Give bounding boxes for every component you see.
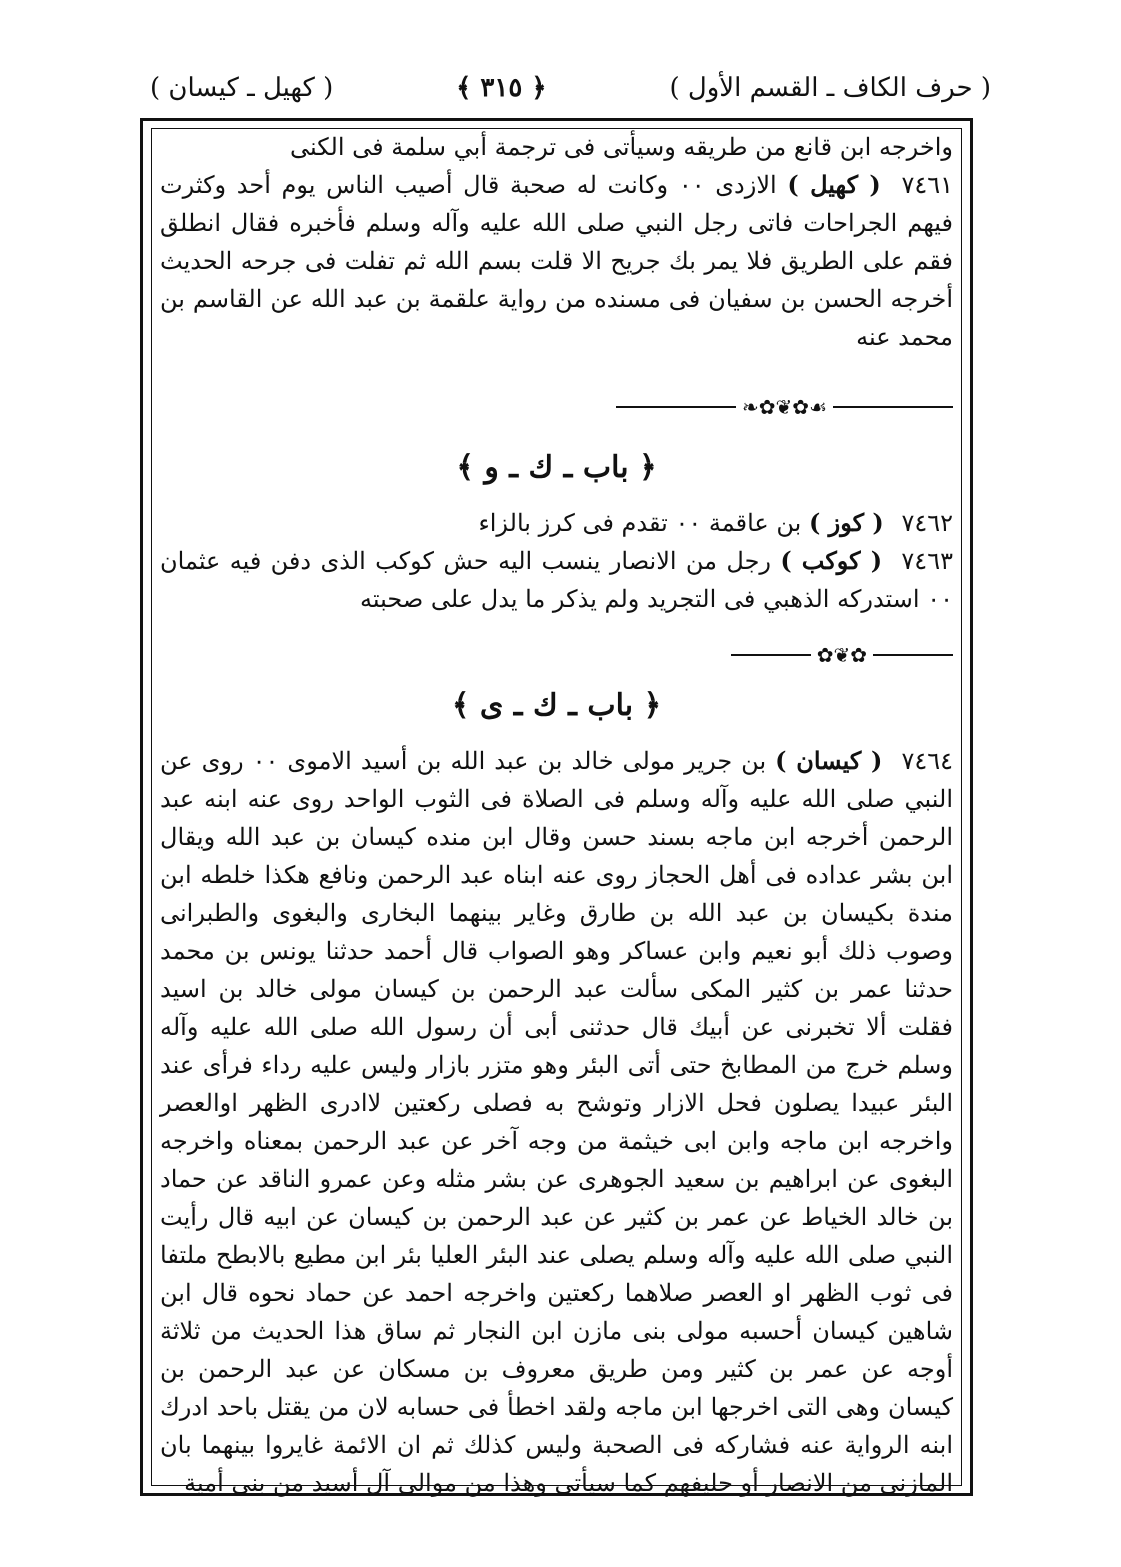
- continuation-line: واخرجه ابن قانع من طريقه وسيأتى فى ترجمة أبي سلمة فى الكنى: [290, 133, 953, 161]
- header-chapter: ( حرف الكاف ـ القسم الأول ): [669, 73, 991, 103]
- entry-7462: [160, 504, 953, 542]
- entry-7464: [160, 742, 953, 1502]
- entry-name: ( كوكب ): [780, 546, 883, 575]
- main-text: [160, 128, 953, 1502]
- entry-7461: [160, 166, 953, 356]
- running-header: [150, 68, 991, 108]
- entry-number: ٧٤٦٤: [901, 747, 954, 775]
- page-number: ﴿ ٣١٥ ﴾: [456, 73, 547, 103]
- ornament-divider: ❧✿❦✿☙: [160, 390, 953, 420]
- entry-text: رجل من الانصار ينسب اليه حش كوكب الذى دفن فيه عثمان ٠٠ استدركه الذهبي فى التجريد ولم يذكر ما يدل على صحبته: [160, 547, 953, 613]
- section-title-kaf-waw: ﴿ باب ـ ك ـ و ﴾: [456, 450, 657, 485]
- entry-number: ٧٤٦٢: [901, 509, 953, 537]
- entry-number: ٧٤٦٣: [901, 547, 953, 575]
- entry-name: ( كوز ): [808, 508, 884, 537]
- entry-name: ( كهيل ): [787, 170, 881, 199]
- ornament-divider: ✿❦✿: [160, 638, 953, 668]
- header-range: ( كهيل ـ كيسان ): [150, 73, 334, 103]
- section-title-kaf-ya: ﴿ باب ـ ك ـ ى ﴾: [451, 688, 662, 723]
- entry-number: ٧٤٦١: [901, 171, 954, 199]
- entry-text: الازدى ٠٠ وكانت له صحبة قال أصيب الناس يوم أحد وكثرت فيهم الجراحات فاتى رجل النبي صلى الله عليه وآله وسلم فأخبره فقال انطلق فقم على الطريق فلا يمر بك جريح الا قلت بسم الله ثم تفلت فى جرحه الحديث أخرجه الحسن بن سفيان فى مسنده من رواية علقمة بن عبد الله عن القاسم بن محمد عنه: [160, 171, 953, 351]
- entry-name: ( كيسان ): [775, 746, 883, 775]
- entry-7463: [160, 542, 953, 618]
- entry-text: بن عاقمة ٠٠ تقدم فى كرز بالزاء: [478, 509, 802, 537]
- entry-text: بن جرير مولى خالد بن عبد الله بن أسيد الاموى ٠٠ روى عن النبي صلى الله عليه وآله وسلم فى الصلاة فى الثوب الواحد روى عنه ابنه عبد الرحمن أخرجه ابن ماجه بسند حسن وقال ابن منده كيسان بن عبد الله ويقال ابن بشر عداده فى أهل الحجاز روى عنه ابناه عبد الرحمن ونافع هكذا خلطه ابن مندة بكيسان بن عبد الله بن طارق وغاير بينهما البخارى والبغوى والطبرانى وصوب ذلك أبو نعيم وابن عساكر وهو الصواب قال أحمد حدثنا يونس بن محمد حدثنا عمر بن كثير المكى سألت عبد الرحمن بن كيسان مولى خالد بن اسيد فقلت ألا تخبرنى عن أبيك قال حدثنى أبى أن رسول الله صلى الله عليه وآله وسلم خرج من المطابخ حتى أتى البئر وهو متزر بازار وليس عليه رداء فرأى عند البئر عبيدا يصلون فحل الازار وتوشح به فصلى ركعتين لاادرى الظهر اوالعصر واخرجه ابن ماجه وابن ابى خيثمة من وجه آخر عن عبد الرحمن بمعناه واخرجه البغوى عن ابراهيم بن سعيد الجوهرى عن بشر مثله وعن عمرو الناقد عن حماد بن خالد الخياط عن عمر بن كثير عن عبد الرحمن بن كيسان عن ابيه قال رأيت النبي صلى الله عليه وآله وسلم يصلى عند البئر العليا بئر ابن مطيع بالابطح ملتفا فى ثوب الظهر او العصر صلاهما ركعتين واخرجه احمد عن حماد نحوه قال ابن شاهين كيسان أحسبه مولى بنى مازن ابن النجار ثم ساق هذا الحديث من ثلاثة أوجه عن عمر بن كثير ومن طريق معروف بن مسكان عن عبد الرحمن بن كيسان وهى التى اخرجها ابن ماجه ولقد اخطأ فى حسابه لان من يقتل باحد ادرك ابنه الرواية عنه فشاركه فى الصحبة وليس كذلك ثم ان الائمة غايروا بينهما بان المازنى من الانصار أو حليفهم كما سيأتى وهذا من موالى آل أسيد من بنى أمية: [160, 747, 954, 1497]
